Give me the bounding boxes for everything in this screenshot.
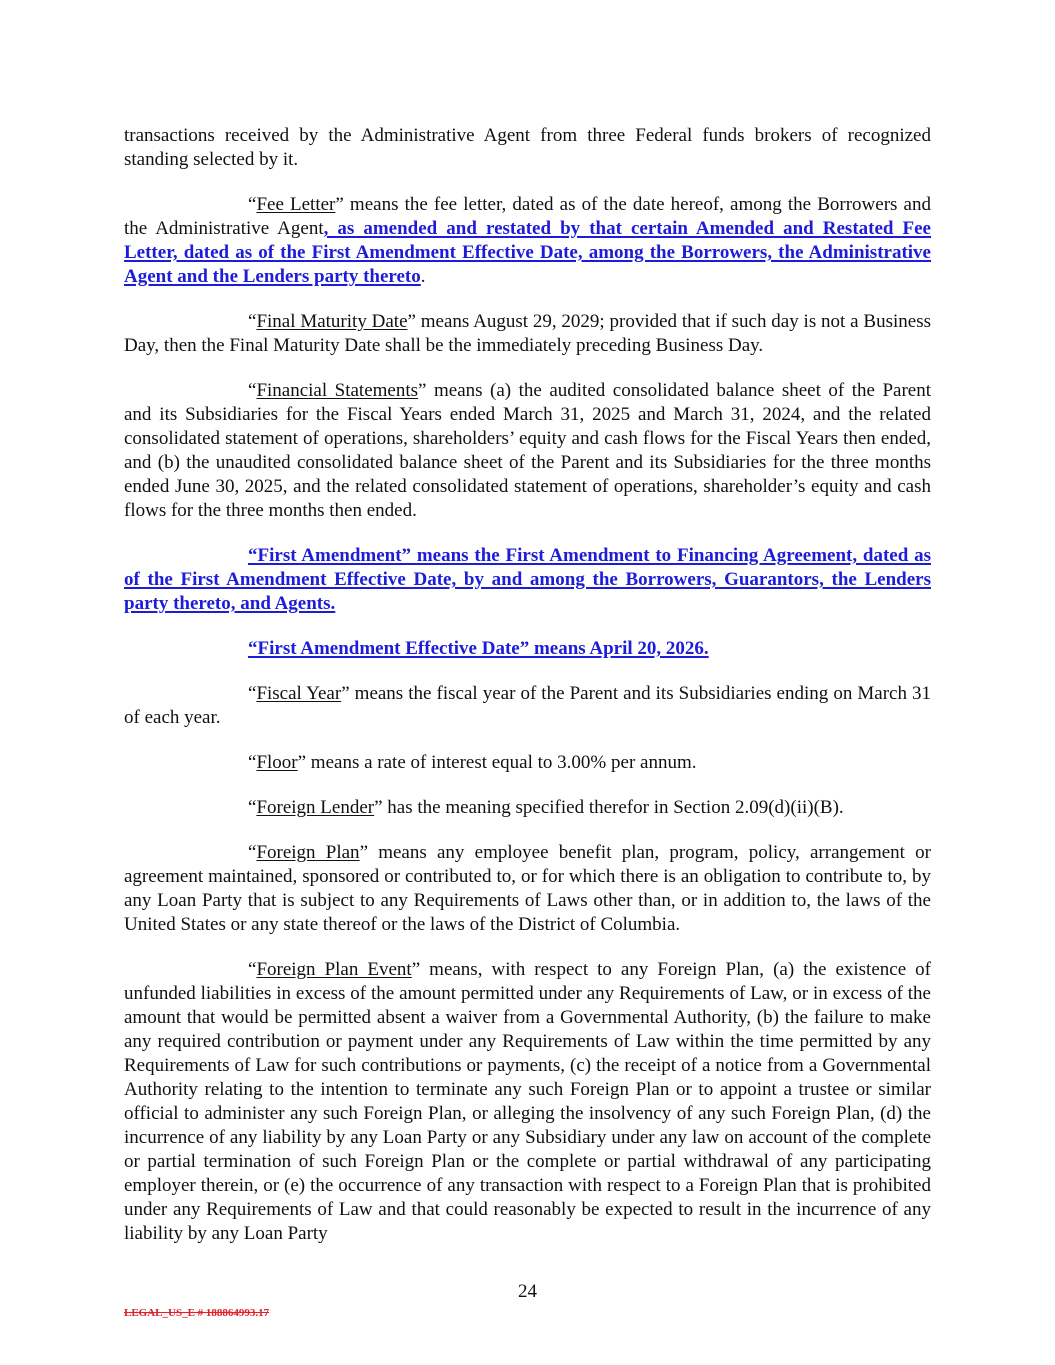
body-text: ” means any employee benefit plan, program, policy, arrangement or agreement maintained, sponsored or contributed to, or for which there is an obligation to contribute to, by any Loan Party that is subject to any Requirements of Laws other than, or in addition to, the laws of the United States or any state thereof or the laws of the District of Columbia. (124, 842, 931, 935)
definition-foreign-plan-event (124, 958, 931, 1246)
body-text: ” has the meaning specified therefor in Section 2.09(d)(ii)(B). (374, 797, 844, 818)
body-text: “ (248, 380, 257, 401)
body-text: “ (248, 797, 257, 818)
body-text: ” means a rate of interest equal to 3.00% per annum. (297, 752, 697, 773)
defined-term: Final Maturity Date (256, 311, 408, 332)
defined-term: Foreign Plan (256, 842, 360, 863)
inserted-amendment-text: “First Amendment” means the First Amendment to Financing Agreement, dated as of the First Amendment Effective Date, by and among the Borrowers, Guarantors, the Lenders party thereto, and Agents. (124, 545, 931, 614)
definition-fee-letter (124, 193, 931, 289)
body-text: “ (248, 959, 257, 980)
defined-term: Fiscal Year (256, 683, 342, 704)
definition-final-maturity-date (124, 310, 931, 358)
defined-term: Financial Statements (256, 380, 419, 401)
body-text: ” means August 29, 2029; provided that if such day is not a Business Day, then the Final Maturity Date shall be the immediately preceding Business Day. (124, 311, 931, 356)
inserted-amendment-text: , as amended and restated by that certain Amended and Restated Fee Letter, dated as of the First Amendment Effective Date, among the Borrowers, the Administrative Agent and the Lenders party thereto (124, 218, 931, 287)
definition-first-amendment-effective-date (124, 637, 931, 661)
body-text: “ (248, 311, 257, 332)
body-text: ” means, with respect to any Foreign Plan, (a) the existence of unfunded liabilities in excess of the amount permitted under any Requirements of Law, or in excess of the amount that would be permitted absent a waiver from a Governmental Authority, (b) the failure to make any required contribution or payment under any Requirements of Law within the time permitted by any Requirements of Law for such contributions or payments, (c) the receipt of a notice from a Governmental Authority relating to the intention to terminate any such Foreign Plan or to appoint a trustee or similar official to administer any such Foreign Plan, or alleging the insolvency of any such Foreign Plan, (d) the incurrence of any liability by any Loan Party or any Subsidiary under any law on account of the complete or partial termination of such Foreign Plan or the complete or partial withdrawal of any participating employer therein, or (e) the occurrence of any transaction with respect to a Foreign Plan that is prohibited under any Requirements of Law and that could reasonably be expected to result in the incurrence of any liability by any Loan Party (124, 959, 931, 1244)
defined-term: Floor (256, 752, 298, 773)
definition-federal-funds-continuation (124, 124, 931, 172)
body-text: ” means (a) the audited consolidated balance sheet of the Parent and its Subsidiaries for the Fiscal Years ended March 31, 2025 and March 31, 2024, and the related consolidated statement of operations, shareholders’ equity and cash flows for the Fiscal Years then ended, and (b) the unaudited consolidated balance sheet of the Parent and its Subsidiaries for the three months ended June 30, 2025, and the related consolidated statement of operations, shareholder’s equity and cash flows for the three months then ended. (124, 380, 931, 521)
body-text: “ (248, 842, 257, 863)
inserted-amendment-text: “First Amendment Effective Date” means April 20, 2026. (248, 638, 709, 659)
definition-floor (124, 751, 931, 775)
body-text: ” means the fiscal year of the Parent and its Subsidiaries ending on March 31 of each year. (124, 683, 931, 728)
body-text: “ (248, 683, 257, 704)
page-number: 24 (518, 1281, 537, 1302)
body-text: . (420, 266, 426, 287)
definition-foreign-lender (124, 796, 931, 820)
body-text: transactions received by the Administrative Agent from three Federal funds brokers of recognized standing selected by it. (124, 125, 931, 170)
document-page (124, 124, 931, 1267)
body-text: “ (248, 194, 257, 215)
body-text: “ (248, 752, 257, 773)
definition-first-amendment (124, 544, 931, 616)
defined-term: Foreign Plan Event (256, 959, 412, 980)
definition-foreign-plan (124, 841, 931, 937)
definition-fiscal-year (124, 682, 931, 730)
body-text: ” means the fee letter, dated as of the date hereof, among the Borrowers and the Administrative Agent (124, 194, 931, 239)
document-footer-id: LEGAL_US_E # 188864993.17 (124, 1307, 270, 1319)
defined-term: Fee Letter (256, 194, 336, 215)
defined-term: Foreign Lender (256, 797, 375, 818)
definition-financial-statements (124, 379, 931, 523)
